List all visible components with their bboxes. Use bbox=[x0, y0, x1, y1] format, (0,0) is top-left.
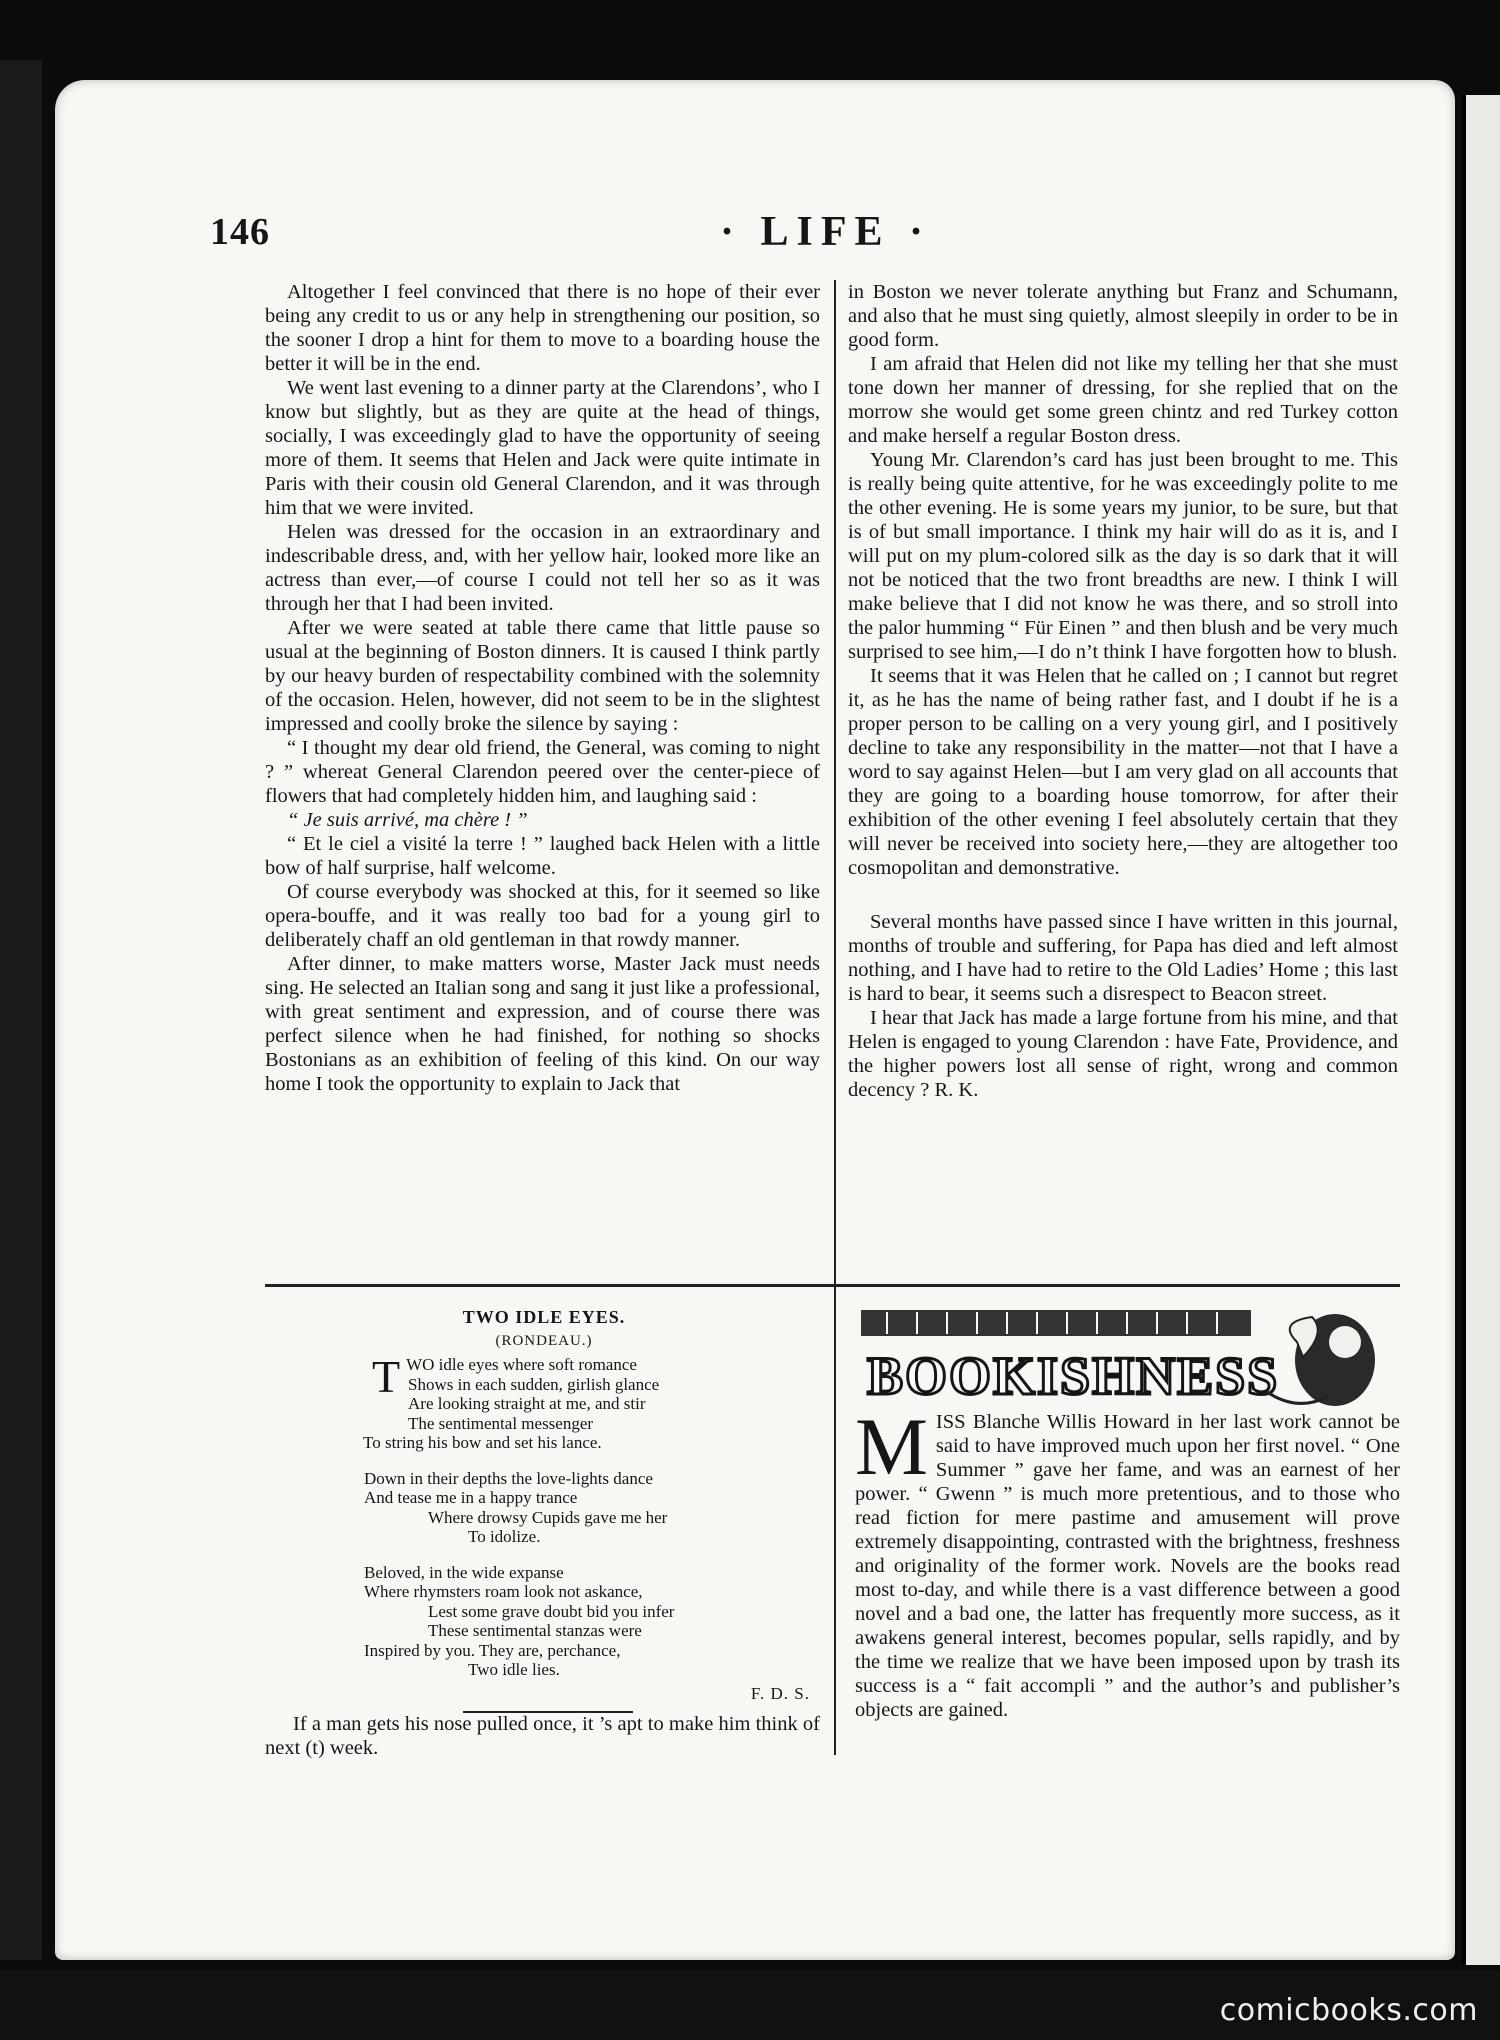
watermark: comicbooks.com bbox=[1219, 1993, 1478, 2028]
poem-subtitle: (RONDEAU.) bbox=[495, 1332, 593, 1349]
joke-paragraph: If a man gets his nose pulled once, it ’s apt to make him think of next (t) week. bbox=[265, 1713, 820, 1759]
masthead-title: · LIFE · bbox=[720, 209, 932, 255]
section-divider bbox=[265, 1284, 1400, 1287]
paragraph: We went last evening to a dinner party at the Clarendons’, who I know but slightly, but as they are quite at the head of things, socially, I was exceedingly glad to have the opportunity of seeing more of them. It seems that Helen and Jack were quite intimate in Paris with their cousin old General Clarendon, and it was through him that we were invited. bbox=[265, 377, 820, 519]
article-right-column bbox=[848, 280, 1398, 1265]
paragraph: It seems that it was Helen that he called on ; I cannot but regret it, as he has the name of being rather fast, and I doubt if he is a proper person to be calling on a very young girl, and I positively decline to take any responsibility in the matter—not that I have a word to say against Helen—but I am very glad on all accounts that they are going to a boarding house tomorrow, for after their exhibition of the other evening I feel absolutely certain that they will never be received into society here,—they are altogether too cosmopolitan and demonstrative. bbox=[848, 665, 1398, 879]
poem-line: Two idle lies. bbox=[468, 1660, 560, 1679]
poem-line: Lest some grave doubt bid you infer bbox=[428, 1601, 675, 1621]
banner-bookshelf bbox=[861, 1310, 1251, 1336]
banner-title: BOOKISHNESS bbox=[867, 1346, 1280, 1406]
poem-line: Are looking straight at me, and stir bbox=[408, 1394, 646, 1413]
article-left-column bbox=[265, 280, 820, 1265]
poem-line: Where rhymsters roam look not askance, bbox=[364, 1582, 643, 1601]
poem-line: To idolize. bbox=[468, 1527, 541, 1546]
poem-title: TWO IDLE EYES. bbox=[462, 1307, 626, 1327]
paragraph: Altogether I feel convinced that there is no hope of their ever being any credit to us or any help in strengthening our position, so the sooner I drop a hint for them to move to a boarding house the better it will be in the end. bbox=[265, 281, 820, 375]
paragraph: Several months have passed since I have written in this journal, months of trouble and suffering, for Papa has died and left almost nothing, and I have had to retire to the Old Ladies’ Home ; this last is hard to bear, it seems such a disrespect to Beacon street. bbox=[848, 911, 1398, 1005]
paragraph: After we were seated at table there came that little pause so usual at the beginning of Boston dinners. It is caused I think partly by our heavy burden of respectability combined with the solemnity of the occasion. Helen, however, did not seem to be in the slightest impressed and coolly broke the silence by saying : bbox=[265, 617, 820, 735]
column-divider bbox=[834, 280, 836, 1755]
section-gap bbox=[848, 880, 1398, 910]
paragraph: After dinner, to make matters worse, Master Jack must needs sing. He selected an Italian song and sang it just like a professional, with great sentiment and expression, and of course there was perfect silence when he had finished, for nothing so shocks Bostonians as an exhibition of feeling of this kind. On our way home I took the opportunity to explain to Jack that bbox=[265, 953, 820, 1095]
poem-line: And tease me in a happy trance bbox=[364, 1488, 578, 1507]
poem-line: Where drowsy Cupids gave me her bbox=[428, 1507, 668, 1527]
paragraph: in Boston we never tolerate anything but Franz and Schumann, and also that he must sing quietly, almost sleepily in order to be in good form. bbox=[848, 281, 1398, 351]
paragraph: Helen was dressed for the occasion in an extraordinary and indescribable dress, and, with her yellow hair, looked more like an actress than ever,—of course I could not tell her so as it was through her that I had been invited. bbox=[265, 521, 820, 615]
poem-line: Shows in each sudden, girlish glance bbox=[408, 1374, 660, 1394]
poem-line: Beloved, in the wide expanse bbox=[364, 1562, 564, 1582]
review-drop-cap: M bbox=[855, 1401, 928, 1492]
paragraph: I hear that Jack has made a large fortune from his mine, and that Helen is engaged to young Clarendon : have Fate, Providence, and the higher powers lost all sense of right, wrong and common decency ? R. K. bbox=[848, 1007, 1398, 1101]
paragraph: I am afraid that Helen did not like my telling her that she must tone down her manner of dressing, for she replied that on the morrow she would get some green chintz and red Turkey cotton and make herself a regular Boston dress. bbox=[848, 353, 1398, 447]
bookishness-banner bbox=[857, 1302, 1392, 1422]
poem-line: To string his bow and set his lance. bbox=[363, 1433, 602, 1452]
adjacent-page-edge bbox=[1462, 95, 1500, 1965]
scan-left-edge bbox=[0, 60, 42, 1960]
paragraph: “ Je suis arrivé, ma chère ! ” bbox=[287, 809, 528, 831]
bookishness-review bbox=[855, 1401, 1400, 1722]
poem-line: Inspired by you. They are, perchance, bbox=[364, 1640, 621, 1660]
poem-line: These sentimental stanzas were bbox=[428, 1621, 642, 1640]
review-text: ISS Blanche Willis Howard in her last work cannot be said to have improved much upon her first novel. “ One Summer ” gave her fame, and was an earnest of her power. “ Gwenn ” is much more pretentious, and to those who read fiction for mere pastime and amusement will prove extremely disappointing, contrasted with the brightness, freshness and originality of the former work. Novels are the books read most to-day, and while there is a vast difference between a good novel and a bad one, the latter has frequently more success, as it awakens general interest, becomes popular, sells rapidly, and by the time we realize that we have been imposed upon by trash its success is a “ fait accompli ” and the author’s and publisher’s objects are gained. bbox=[855, 1411, 1400, 1721]
poem-signature: F. D. S. bbox=[750, 1683, 810, 1703]
page-number: 146 bbox=[210, 211, 270, 253]
poem-drop-cap: T bbox=[372, 1351, 401, 1402]
poem bbox=[268, 1300, 820, 1713]
poem-line: Down in their depths the love-lights dance bbox=[364, 1468, 653, 1488]
poem-line: The sentimental messenger bbox=[408, 1413, 594, 1433]
paragraph: Young Mr. Clarendon’s card has just been brought to me. This is really being quite attentive, for he was exceedingly polite to me the other evening. He is some years my junior, to be sure, but that is of but small importance. I think my hair will do as it is, and I will put on my plum-colored silk as the day is so dark that it will not be noticed that the two front breadths are new. I think I will make believe that I did not know he was there, and so stroll into the palor humming “ Für Einen ” and then blush and be very much surprised to see him,—I do n’t think I have forgotten how to blush. bbox=[848, 449, 1398, 663]
paragraph: Of course everybody was shocked at this, for it seemed so like opera-bouffe, and it was really too bad for a young girl to deliberately chaff an old gentleman in that rowdy manner. bbox=[265, 881, 820, 951]
paragraph: “ Et le ciel a visité la terre ! ” laughed back Helen with a little bow of half surprise, half welcome. bbox=[265, 833, 820, 879]
poem-line: WO idle eyes where soft romance bbox=[406, 1355, 637, 1374]
paragraph: “ I thought my dear old friend, the General, was coming to night ? ” whereat General Clarendon peered over the center-piece of flowers that had completely hidden him, and laughing said : bbox=[265, 737, 820, 807]
